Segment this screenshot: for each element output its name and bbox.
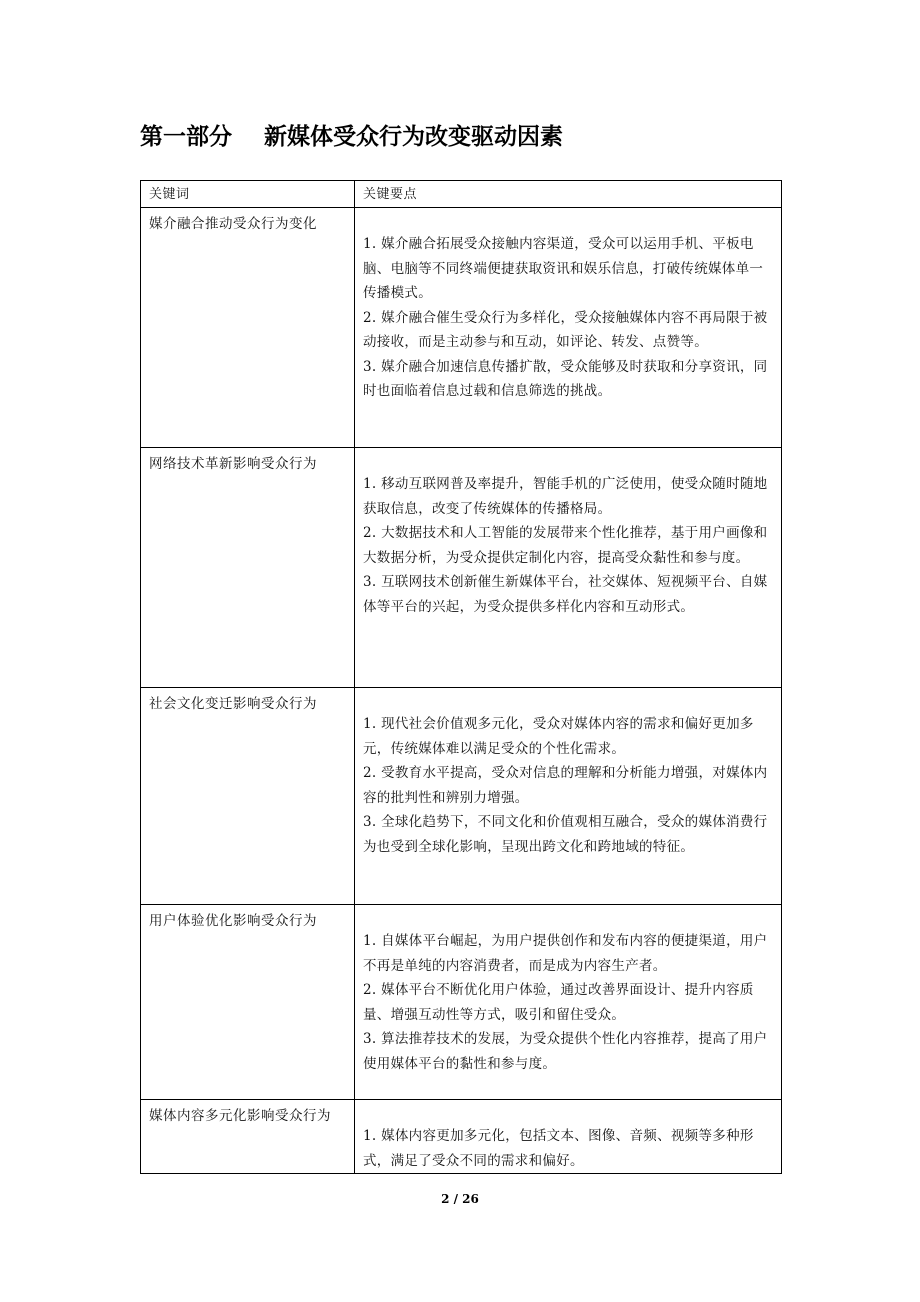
key-points-cell: [355, 448, 782, 688]
key-points-cell: [355, 1100, 782, 1174]
table-row: [141, 905, 782, 1100]
key-points-cell: [355, 905, 782, 1100]
keyword-cell: 网络技术革新影响受众行为: [141, 448, 355, 688]
key-point: 2. 大数据技术和人工智能的发展带来个性化推荐，基于用户画像和大数据分析，为受众提供定制化内容，提高受众黏性和参与度。: [363, 525, 768, 566]
keyword-cell: 媒介融合推动受众行为变化: [141, 208, 355, 448]
key-points-cell: [355, 688, 782, 905]
key-point: 2. 媒介融合催生受众行为多样化，受众接触媒体内容不再局限于被动接收，而是主动参与和互动，如评论、转发、点赞等。: [363, 309, 768, 350]
page-title: 第一部分 新媒体受众行为改变驱动因素: [140, 123, 564, 150]
key-points-cell: [355, 208, 782, 448]
key-point: 1. 媒体内容更加多元化，包括文本、图像、音频、视频等多种形式，满足了受众不同的需求和偏好。: [363, 1128, 754, 1169]
table-row: [141, 208, 782, 448]
table-header-row: [141, 181, 782, 208]
header-key-points: 关键要点: [355, 181, 782, 208]
key-point: 1. 媒介融合拓展受众接触内容渠道，受众可以运用手机、平板电脑、电脑等不同终端便捷获取资讯和娱乐信息，打破传统媒体单一传播模式。: [363, 236, 764, 301]
table-row: [141, 1100, 782, 1174]
key-point: 3. 全球化趋势下，不同文化和价值观相互融合，受众的媒体消费行为也受到全球化影响，呈现出跨文化和跨地域的特征。: [363, 814, 768, 855]
key-point: 2. 受教育水平提高，受众对信息的理解和分析能力增强，对媒体内容的批判性和辨别力增强。: [363, 765, 768, 806]
key-point: 3. 算法推荐技术的发展，为受众提供个性化内容推荐，提高了用户使用媒体平台的黏性和参与度。: [363, 1031, 768, 1072]
keyword-cell: 用户体验优化影响受众行为: [141, 905, 355, 1100]
keyword-cell: 媒体内容多元化影响受众行为: [141, 1100, 355, 1174]
key-point: 2. 媒体平台不断优化用户体验，通过改善界面设计、提升内容质量、增强互动性等方式，吸引和留住受众。: [363, 982, 754, 1023]
page-number: 2 / 26: [441, 1192, 479, 1206]
key-points-table: [140, 180, 782, 1174]
header-keyword: 关键词: [141, 181, 355, 208]
key-point: 1. 移动互联网普及率提升，智能手机的广泛使用，使受众随时随地获取信息，改变了传统媒体的传播格局。: [363, 476, 768, 517]
key-point: 3. 互联网技术创新催生新媒体平台，社交媒体、短视频平台、自媒体等平台的兴起，为受众提供多样化内容和互动形式。: [363, 574, 768, 615]
key-point: 1. 现代社会价值观多元化，受众对媒体内容的需求和偏好更加多元，传统媒体难以满足受众的个性化需求。: [363, 716, 754, 757]
keyword-cell: 社会文化变迁影响受众行为: [141, 688, 355, 905]
key-point: 1. 自媒体平台崛起，为用户提供创作和发布内容的便捷渠道，用户不再是单纯的内容消费者，而是成为内容生产者。: [363, 933, 768, 974]
key-point: 3. 媒介融合加速信息传播扩散，受众能够及时获取和分享资讯，同时也面临着信息过载和信息筛选的挑战。: [363, 358, 768, 399]
table-row: [141, 448, 782, 688]
table-row: [141, 688, 782, 905]
